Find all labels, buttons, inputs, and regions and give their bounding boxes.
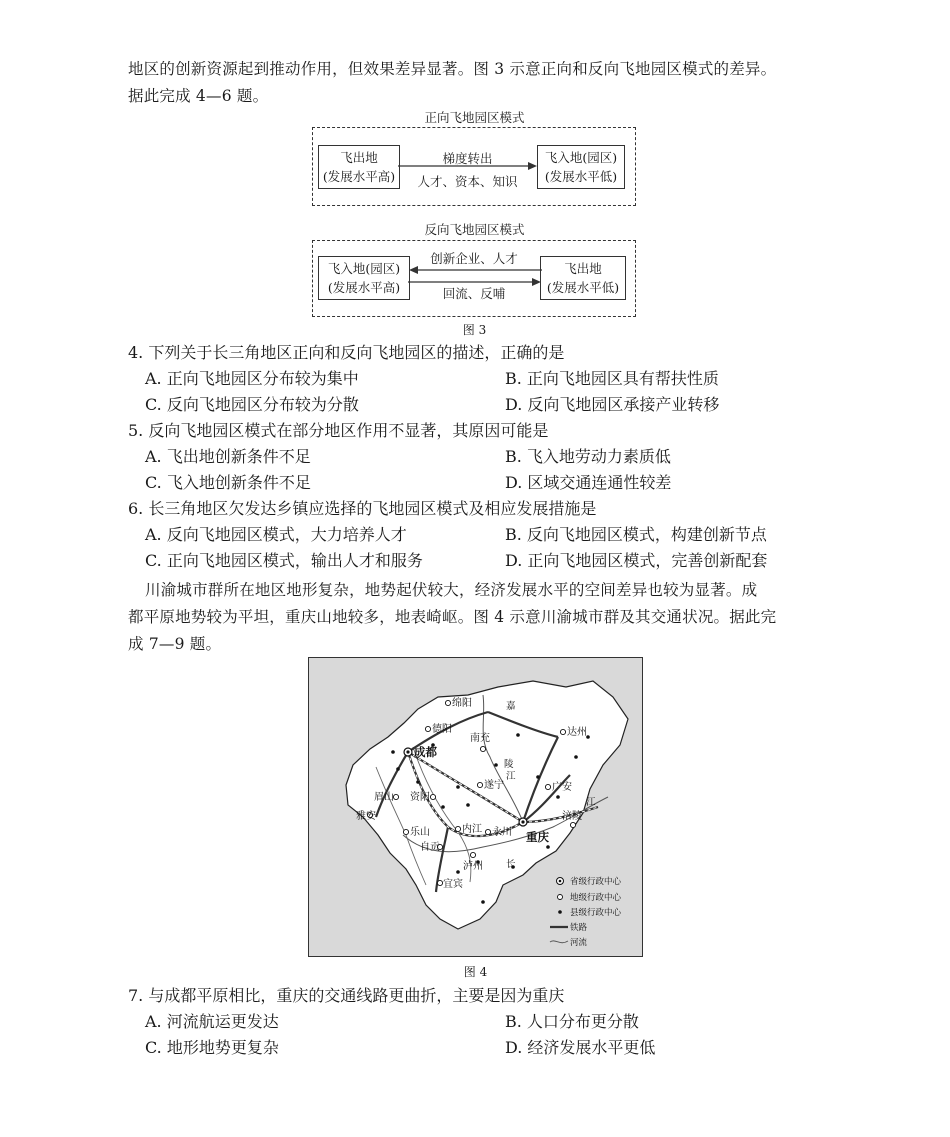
- legend-prefecture-label: 地级行政中心: [570, 892, 622, 902]
- city-fuling: 涪陵: [562, 811, 582, 822]
- question-5-option-d: D. 区域交通连通性较差: [505, 473, 672, 492]
- reverse-right-box-line1: 飞出地: [564, 261, 602, 276]
- city-yongchuan: 永川: [492, 827, 512, 838]
- reverse-left-box-line1: 飞入地(园区): [327, 261, 401, 276]
- passage-line-1: 川渝城市群所在地区地形复杂，地势起伏较大，经济发展水平的空间差异也较为显著。成: [145, 581, 758, 599]
- river-jia-label: 嘉: [506, 701, 516, 712]
- forward-right-box-line1: 飞入地(园区): [544, 150, 618, 165]
- question-5-option-b: B. 飞入地劳动力素质低: [505, 447, 671, 466]
- city-zigong: 自贡: [420, 842, 440, 853]
- question-5-option-a: A. 飞出地创新条件不足: [145, 447, 311, 466]
- city-yaan: 雅安: [356, 811, 376, 822]
- question-6-option-b: B. 反向飞地园区模式，构建创新节点: [505, 525, 767, 544]
- legend-prefecture-icon: [558, 895, 563, 900]
- figure4-map: [308, 657, 643, 957]
- city-mianyang: 绵阳: [452, 698, 472, 709]
- figure3-caption: 图 3: [462, 323, 487, 337]
- question-7-stem: 7. 与成都平原相比，重庆的交通线路更曲折，主要是因为重庆: [128, 986, 565, 1005]
- question-5-option-c: C. 飞入地创新条件不足: [145, 473, 311, 492]
- question-4-option-a: A. 正向飞地园区分布较为集中: [145, 369, 359, 388]
- city-guangan: 广安: [552, 782, 572, 793]
- forward-right-box-line2: (发展水平低): [544, 169, 618, 184]
- reverse-left-box-line2: (发展水平高): [327, 280, 401, 295]
- city-chengdu: 成都: [414, 747, 437, 759]
- forward-right-box: [537, 145, 625, 189]
- reverse-left-box: [318, 256, 410, 300]
- city-chongqing: 重庆: [526, 832, 549, 844]
- city-leshan: 乐山: [410, 827, 430, 838]
- city-deyang: 德阳: [432, 724, 452, 735]
- forward-arrow-top-label: 梯度转出: [442, 151, 493, 166]
- question-5-stem: 5. 反向飞地园区模式在部分地区作用不显著，其原因可能是: [128, 421, 549, 440]
- question-4-option-c: C. 反向飞地园区分布较为分散: [145, 395, 359, 414]
- legend-county-label: 县级行政中心: [570, 907, 622, 917]
- question-4-stem: 4. 下列关于长三角地区正向和反向飞地园区的描述，正确的是: [128, 343, 565, 362]
- reverse-right-box-line2: (发展水平低): [546, 280, 620, 295]
- question-4-option-d: D. 反向飞地园区承接产业转移: [505, 395, 720, 414]
- city-ziyang: 资阳: [410, 792, 430, 803]
- legend-river-label: 河流: [570, 937, 588, 947]
- forward-left-box-line1: 飞出地: [340, 150, 378, 165]
- question-7-option-a: A. 河流航运更发达: [145, 1012, 279, 1031]
- city-dazhou: 达州: [567, 727, 587, 738]
- river-jiang-label-1: 江: [506, 771, 516, 782]
- legend-county-icon: [558, 910, 562, 914]
- forward-left-box: [318, 145, 400, 189]
- river-chang-label: 长: [506, 859, 516, 870]
- question-6-stem: 6. 长三角地区欠发达乡镇应选择的飞地园区模式及相应发展措施是: [128, 499, 597, 518]
- forward-arrow-bottom-label: 人才、资本、知识: [417, 174, 518, 189]
- intro-line-2: 据此完成 4—6 题。: [128, 87, 269, 105]
- city-yibin: 宜宾: [443, 879, 463, 890]
- forward-model-title: 正向飞地园区模式: [424, 110, 525, 125]
- city-neijiang: 内江: [462, 824, 482, 835]
- passage-line-3: 成 7—9 题。: [128, 635, 222, 653]
- city-meishan: 眉山: [374, 792, 394, 803]
- reverse-arrow-left: [408, 264, 542, 276]
- city-suining: 遂宁: [484, 780, 504, 791]
- legend-provincial-label: 省级行政中心: [570, 876, 622, 886]
- legend-railway-label: 铁路: [570, 922, 588, 932]
- passage-line-2: 都平原地势较为平坦，重庆山地较多，地表崎岖。图 4 示意川渝城市群及其交通状况。据此完: [128, 608, 777, 626]
- question-6-option-a: A. 反向飞地园区模式，大力培养人才: [145, 525, 407, 544]
- question-7-option-b: B. 人口分布更分散: [505, 1012, 639, 1031]
- question-6-option-c: C. 正向飞地园区模式，输出人才和服务: [145, 551, 423, 570]
- city-nanchong: 南充: [470, 733, 490, 744]
- question-7-option-c: C. 地形地势更复杂: [145, 1038, 279, 1057]
- question-4-option-b: B. 正向飞地园区具有帮扶性质: [505, 369, 719, 388]
- river-jiang-label-2: 江: [586, 797, 596, 808]
- river-ling-label: 陵: [504, 759, 514, 770]
- question-6-option-d: D. 正向飞地园区模式，完善创新配套: [505, 551, 768, 570]
- reverse-arrow-top-label: 创新企业、人才: [430, 251, 518, 266]
- forward-left-box-line2: (发展水平高): [322, 169, 396, 184]
- intro-line-1: 地区的创新资源起到推动作用，但效果差异显著。图 3 示意正向和反向飞地园区模式的差异。: [128, 60, 777, 78]
- reverse-right-box: [540, 256, 626, 300]
- reverse-arrow-bottom-label: 回流、反哺: [442, 286, 506, 301]
- city-luzhou: 泸州: [463, 861, 483, 872]
- reverse-model-title: 反向飞地园区模式: [424, 222, 525, 237]
- question-7-option-d: D. 经济发展水平更低: [505, 1038, 656, 1057]
- figure4-caption: 图 4: [463, 965, 488, 979]
- forward-arrow: [398, 160, 538, 172]
